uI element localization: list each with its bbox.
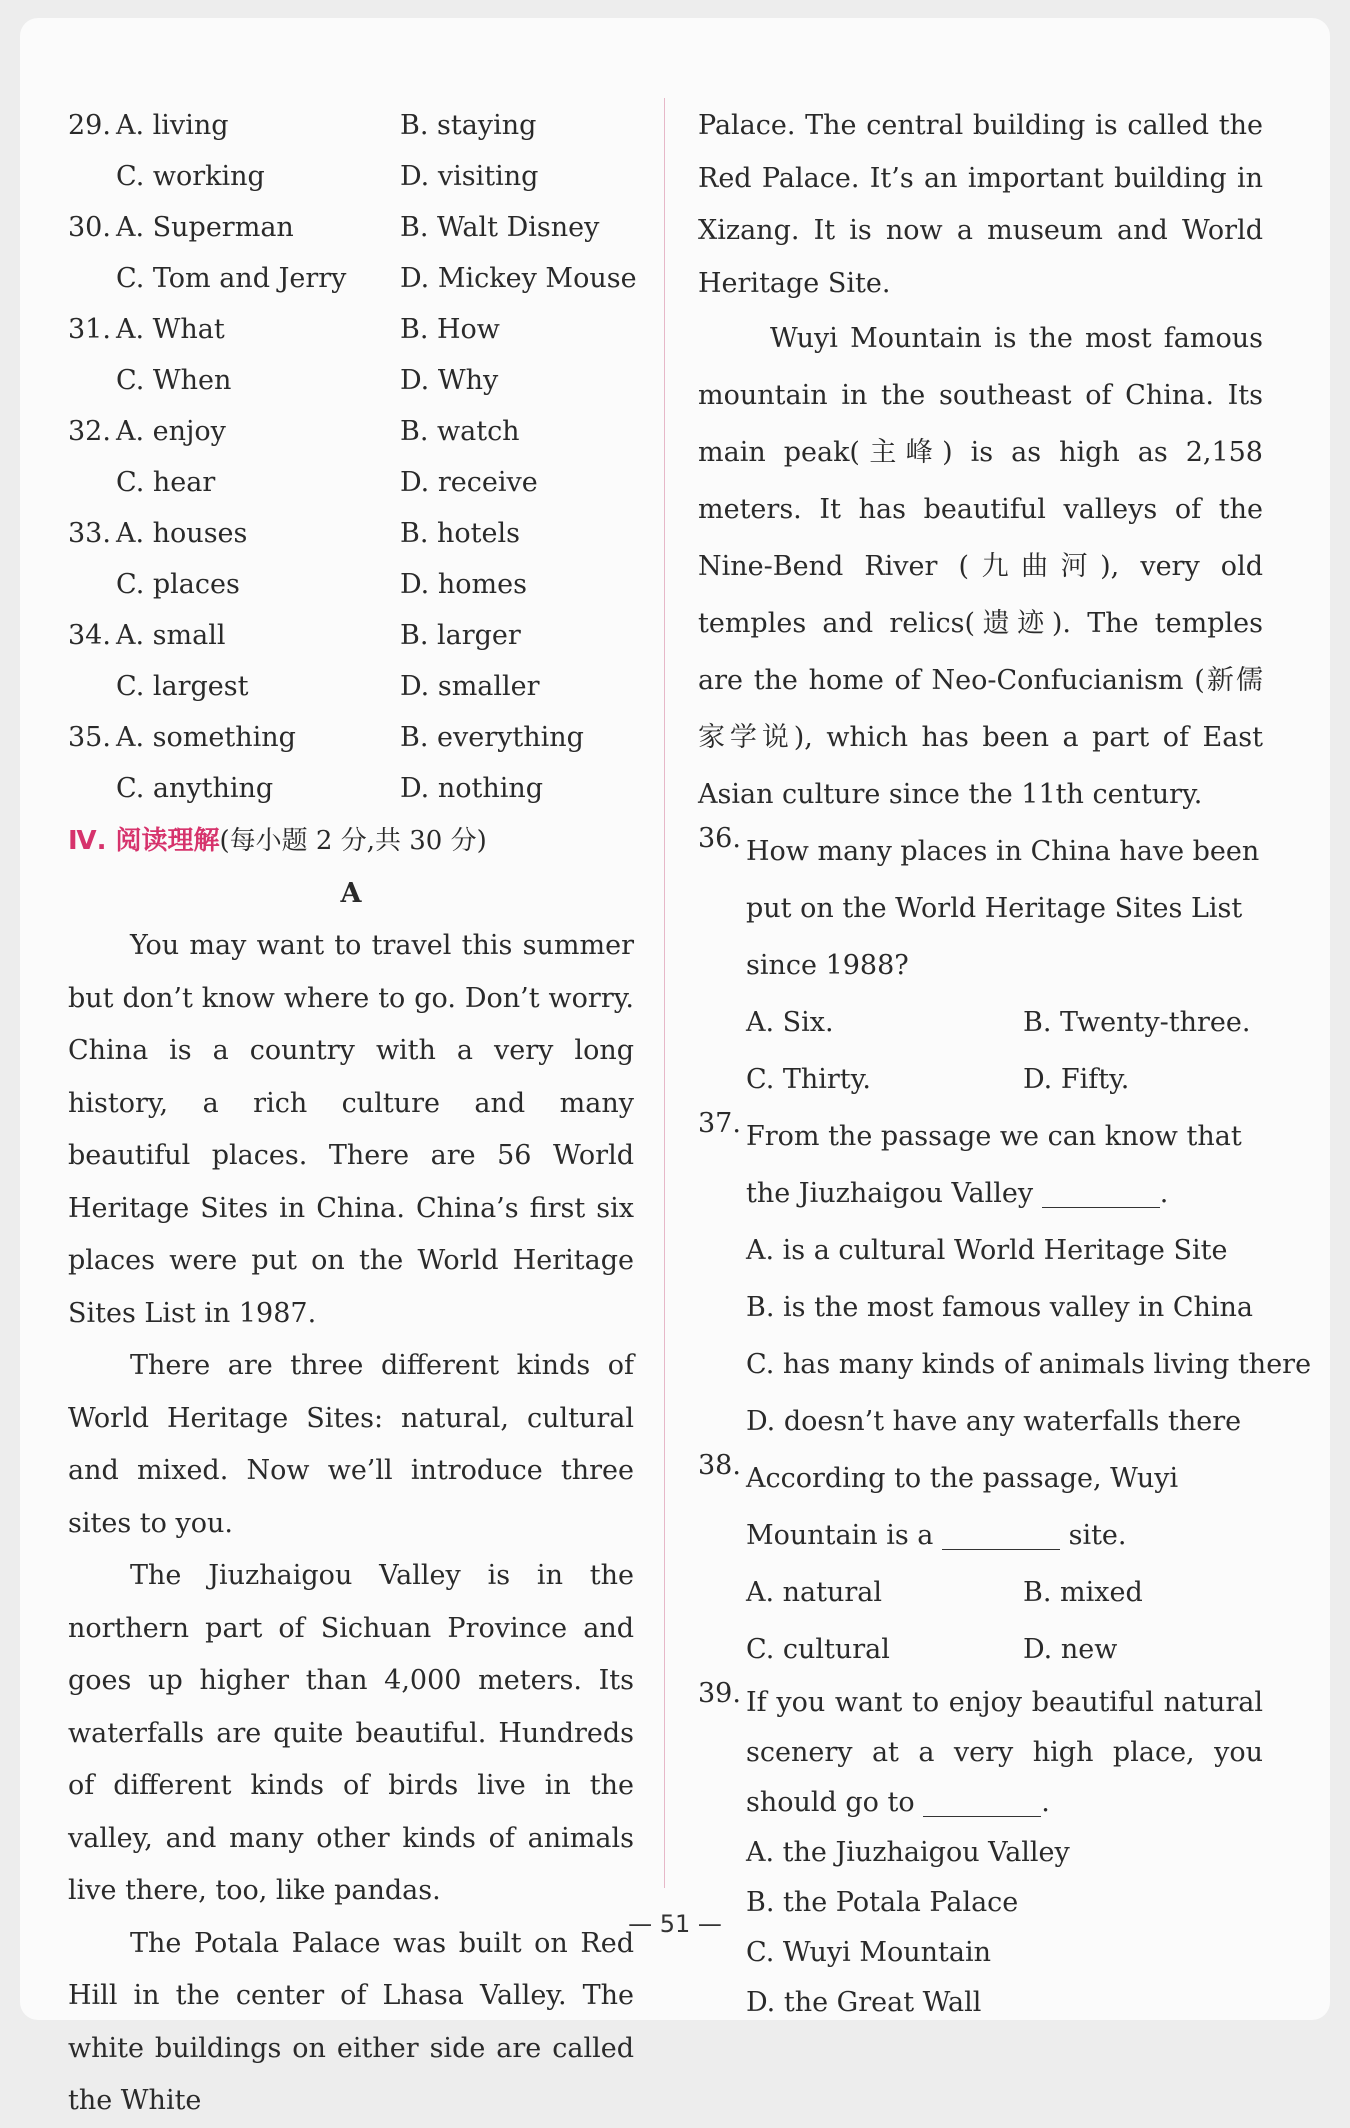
option-a: A. something [116, 722, 296, 753]
question-stem [746, 1450, 1263, 1564]
question-number: 33. [68, 518, 111, 549]
cloze-option-row [68, 202, 634, 253]
question-number: 36. [698, 823, 741, 854]
question-stem [746, 1678, 1263, 1828]
option-b: B. How [400, 314, 500, 345]
option-a[interactable]: A. Six. [746, 1007, 834, 1038]
option-row [698, 994, 1263, 1051]
cloze-option-row [68, 406, 634, 457]
option-a: A. living [116, 110, 229, 141]
cloze-options [68, 100, 637, 814]
stem-text: From the passage we can know that the Jiuzhaigou Valley [746, 1121, 1242, 1209]
passage-paragraph: There are three different kinds of World Heritage Sites: natural, cultural and mixed. Now we’ll introduce three sites to you. [68, 1350, 634, 1539]
option-c[interactable]: C. Thirty. [746, 1064, 871, 1095]
answer-blank [1042, 1179, 1160, 1208]
option-d: D. homes [400, 569, 527, 600]
option-c[interactable]: C. cultural [746, 1634, 890, 1665]
option-b: B. watch [400, 416, 520, 447]
column-divider [664, 98, 665, 1888]
option-a: A. small [116, 620, 226, 651]
option-c: C. When [116, 365, 232, 396]
option-row [698, 1051, 1263, 1108]
page-number: — 51 — [628, 1910, 722, 1938]
cloze-option-row [68, 253, 637, 304]
option-b[interactable]: B. mixed [1023, 1577, 1143, 1608]
question-number: 29. [68, 110, 111, 141]
left-column [68, 100, 637, 2128]
passage-paragraph: Palace. The central building is called the Red Palace. It’s an important building in Xizang. It is now a museum and World Heritage Site. [698, 110, 1263, 299]
question-38 [698, 1450, 1263, 1564]
option-d: D. smaller [400, 671, 540, 702]
section-heading [68, 814, 634, 868]
cloze-option-row [68, 304, 634, 355]
option-c[interactable]: C. has many kinds of animals living there [746, 1349, 1312, 1380]
question-number: 35. [68, 722, 111, 753]
cloze-option-row [68, 712, 634, 763]
option-a: A. What [116, 314, 225, 345]
option-a: A. Superman [116, 212, 294, 243]
option-d: D. Why [400, 365, 499, 396]
passage-paragraph: The Jiuzhaigou Valley is in the northern part of Sichuan Province and goes up higher than 4,000 meters. Its waterfalls are quite beautiful. Hundreds of different kinds of birds live in the valley, and many other kinds of animals live there, too, like pandas. [68, 1560, 634, 1906]
stem-text: According to the passage, Wuyi Mountain is a [746, 1463, 1179, 1551]
question-number: 34. [68, 620, 111, 651]
question-stem [746, 1108, 1263, 1222]
passage-paragraph: You may want to travel this summer but don’t know where to go. Don’t worry. China is a country with a very long history, a rich culture and many beautiful places. There are 56 World Heritage Sites in China. China’s first six places were put on the World Heritage Sites List in 1987. [68, 930, 634, 1329]
option-a[interactable]: A. is a cultural World Heritage Site [746, 1235, 1228, 1266]
option-d: D. Mickey Mouse [400, 263, 637, 294]
option-b: B. larger [400, 620, 521, 651]
cloze-option-row [68, 100, 634, 151]
option-d: D. receive [400, 467, 538, 498]
option-c: C. working [116, 161, 265, 192]
option-c: C. anything [116, 773, 274, 804]
option-a[interactable]: A. natural [746, 1577, 883, 1608]
option-c: C. largest [116, 671, 249, 702]
stem-end: . [1041, 1787, 1050, 1818]
cloze-option-row [68, 457, 634, 508]
option-b: B. everything [400, 722, 584, 753]
option-a[interactable]: A. the Jiuzhaigou Valley [746, 1837, 1070, 1868]
answer-blank [923, 1788, 1041, 1817]
stem-text: If you want to enjoy beautiful natural scenery at a very high place, you should go to [746, 1687, 1263, 1818]
cloze-option-row [68, 661, 634, 712]
question-number: 30. [68, 212, 111, 243]
question-number: 38. [698, 1450, 741, 1481]
option-b[interactable]: B. Twenty-three. [1023, 1007, 1251, 1038]
option-b[interactable]: B. is the most famous valley in China [746, 1292, 1254, 1323]
option-d: D. visiting [400, 161, 539, 192]
option-c: C. Tom and Jerry [116, 263, 347, 294]
question-number: 32. [68, 416, 111, 447]
option-d: D. nothing [400, 773, 544, 804]
cloze-option-row [68, 610, 634, 661]
cloze-option-row [68, 355, 634, 406]
option-b[interactable]: B. the Potala Palace [746, 1887, 1019, 1918]
option-d[interactable]: D. the Great Wall [746, 1987, 982, 2018]
option-c: C. places [116, 569, 240, 600]
question-number: 31. [68, 314, 111, 345]
section-label: Ⅳ. 阅读理解 [68, 826, 220, 856]
cloze-option-row [68, 151, 634, 202]
section-note: (每小题 2 分,共 30 分) [219, 826, 487, 856]
answer-blank [942, 1521, 1060, 1550]
stem-end: . [1159, 1178, 1169, 1209]
option-row [698, 1564, 1263, 1621]
option-b: B. Walt Disney [400, 212, 600, 243]
question-36 [698, 823, 1263, 994]
question-39 [698, 1678, 1263, 1828]
option-b: B. staying [400, 110, 537, 141]
option-b: B. hotels [400, 518, 520, 549]
cloze-option-row [68, 763, 634, 814]
passage-paragraph: Wuyi Mountain is the most famous mountain in the southeast of China. Its main peak(主峰) is as high as 2,158 meters. It has beautiful valleys of the Nine-Bend River (九曲河), very old temples and relics(遗迹). The temples are the home of Neo-Confucianism (新儒家学说), which has been a part of East Asian culture since the 11th century. [698, 323, 1263, 810]
option-a: A. houses [116, 518, 248, 549]
option-a: A. enjoy [116, 416, 226, 447]
question-stem: How many places in China have been put on the World Heritage Sites List since 1988? [746, 836, 1260, 981]
right-column [698, 100, 1312, 2028]
question-number: 37. [698, 1108, 741, 1139]
question-number: 39. [698, 1678, 741, 1709]
option-d[interactable]: D. doesn’t have any waterfalls there [746, 1406, 1242, 1437]
cloze-option-row [68, 508, 634, 559]
cloze-option-row [68, 559, 634, 610]
option-c: C. hear [116, 467, 216, 498]
stem-end: site. [1068, 1520, 1127, 1551]
question-37 [698, 1108, 1263, 1222]
option-row [698, 1621, 1263, 1678]
passage-title: A [340, 878, 362, 909]
option-d[interactable]: D. new [1023, 1634, 1118, 1665]
option-c[interactable]: C. Wuyi Mountain [746, 1937, 992, 1968]
passage-paragraph: The Potala Palace was built on Red Hill in the center of Lhasa Valley. The white buildings on either side are called the White [68, 1927, 634, 2116]
option-d[interactable]: D. Fifty. [1023, 1064, 1130, 1095]
